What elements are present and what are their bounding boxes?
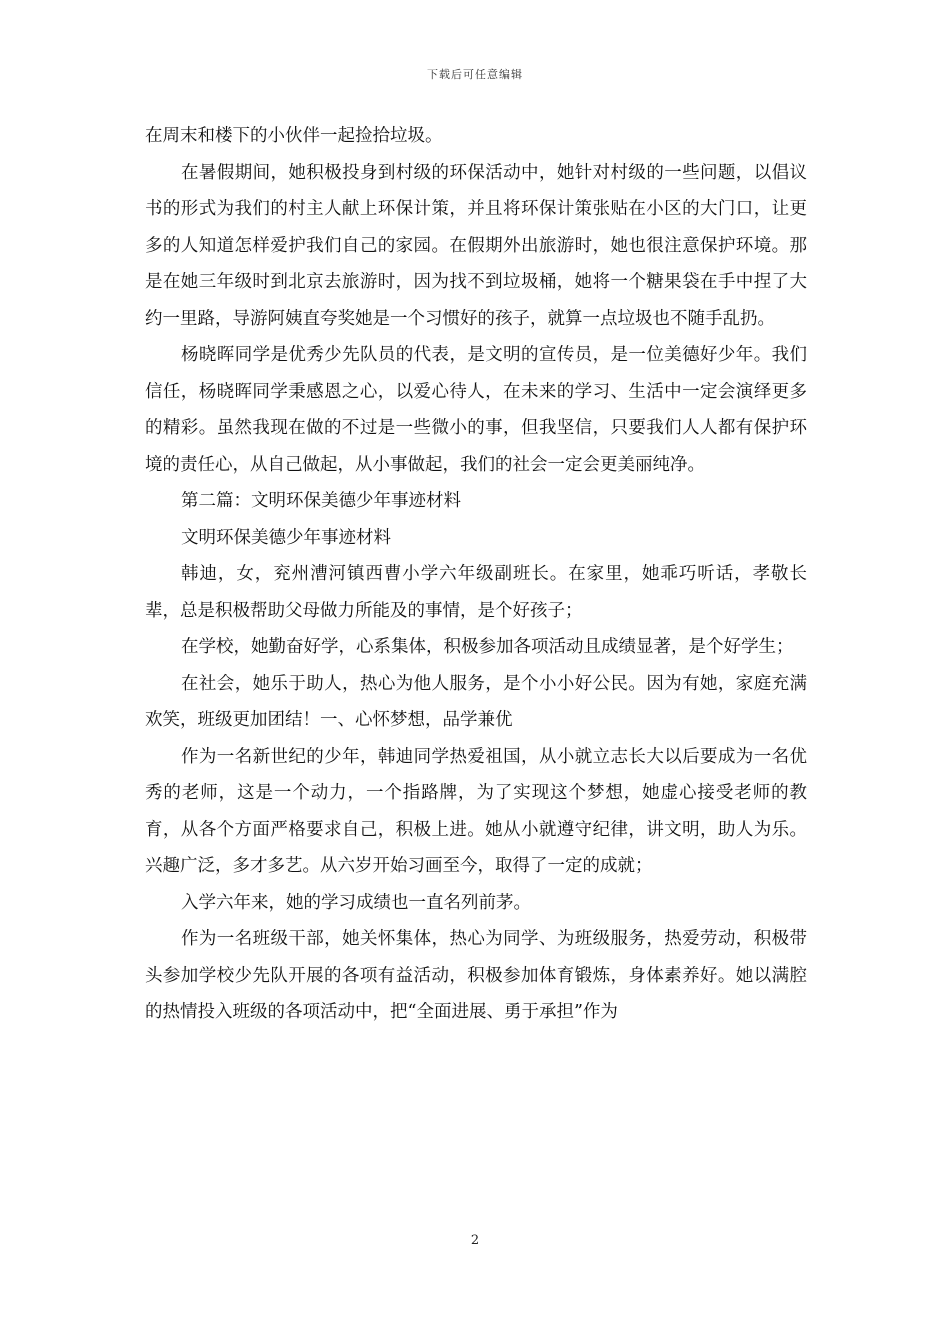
document-body [145,118,807,1031]
paragraph: 在暑假期间，她积极投身到村级的环保活动中，她针对村级的一些问题，以倡议书的形式为我们的村主人献上环保计策，并且将环保计策张贴在小区的大门口，让更多的人知道怎样爱护我们自己的家园。在假期外出旅游时，她也很注意保护环境。那是在她三年级时到北京去旅游时，因为找不到垃圾桶，她将一个糖果袋在手中捏了大约一里路，导游阿姨直夸奖她是一个习惯好的孩子，就算一点垃圾也不随手乱扔。 [145,162,807,329]
paragraph: 韩迪，女，兖州漕河镇西曹小学六年级副班长。在家里，她乖巧听话，孝敬长辈，总是积极帮助父母做力所能及的事情，是个好孩子； [145,564,807,621]
section-heading: 第二篇：文明环保美德少年事迹材料 [181,491,461,511]
paragraph: 杨晓晖同学是优秀少先队员的代表，是文明的宣传员，是一位美德好少年。我们信任，杨晓晖同学秉感恩之心，以爱心待人，在未来的学习、生活中一定会演绎更多的精彩。虽然我现在做的不过是一些微小的事，但我坚信，只要我们人人都有保护环境的责任心，从自己做起，从小事做起，我们的社会一定会更美丽纯净。 [145,345,807,475]
page-header: 下载后可任意编辑 [427,68,523,81]
paragraph: 作为一名新世纪的少年，韩迪同学热爱祖国，从小就立志长大以后要成为一名优秀的老师，这是一个动力，一个指路牌，为了实现这个梦想，她虚心接受老师的教育，从各个方面严格要求自己，积极上进。她从小就遵守纪律，讲文明，助人为乐。兴趣广泛，多才多艺。从六岁开始习画至今，取得了一定的成就； [145,746,807,876]
page-number: 2 [470,1233,480,1248]
paragraph: 在周末和楼下的小伙伴一起捡拾垃圾。 [145,126,443,146]
paragraph: 在社会，她乐于助人，热心为他人服务，是个小小好公民。因为有她，家庭充满欢笑，班级更加团结！一、心怀梦想，品学兼优 [145,673,807,730]
section-subtitle: 文明环保美德少年事迹材料 [181,527,391,548]
paragraph: 入学六年来，她的学习成绩也一直名列前茅。 [181,892,531,913]
paragraph: 在学校，她勤奋好学，心系集体，积极参加各项活动且成绩显著，是个好学生； [181,637,794,657]
paragraph: 作为一名班级干部，她关怀集体，热心为同学、为班级服务，热爱劳动，积极带头参加学校少先队开展的各项有益活动，积极参加体育锻炼，身体素养好。她以满腔的热情投入班级的各项活动中，把“全面进展、勇于承担”作为 [145,929,807,1022]
